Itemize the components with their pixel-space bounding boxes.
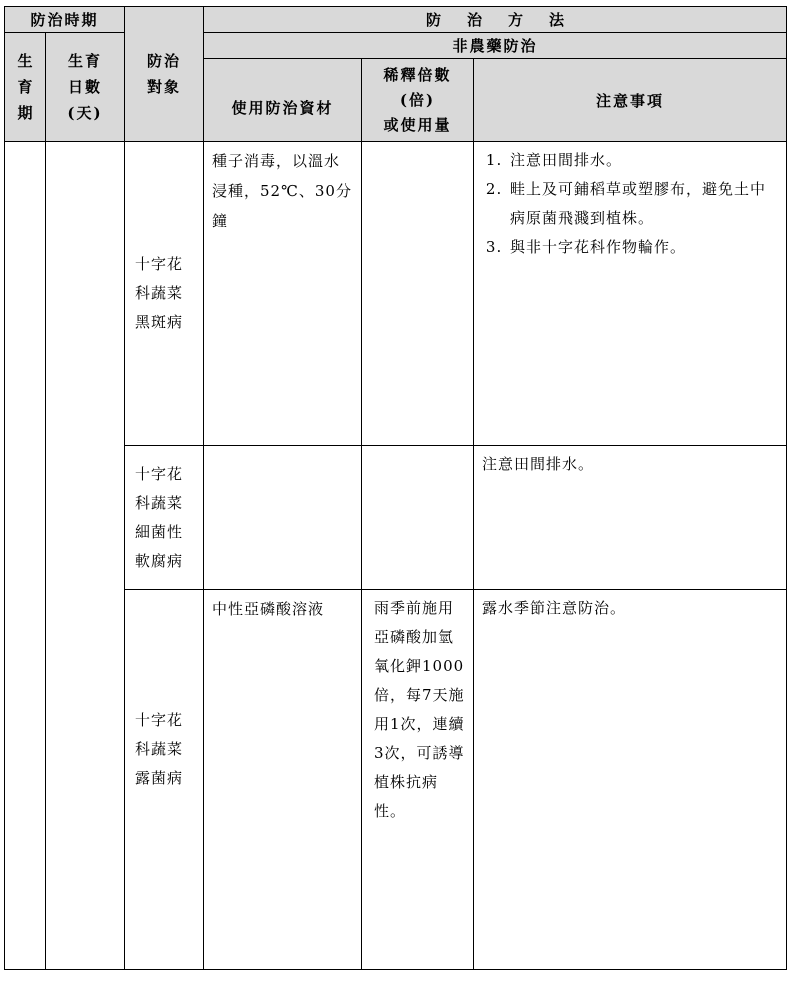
growth-stage-header [5,33,46,142]
growth-stage-cell [5,142,46,970]
dilution-text [362,142,473,146]
dilution-header-line: 稀釋倍數 [383,65,452,84]
notes-cell [474,590,787,970]
notes-cell [474,446,787,590]
target-line: 科蔬菜 [135,284,184,302]
dilution-header-line: (倍) [399,90,436,109]
dilution-cell [362,590,474,970]
target-cell [125,142,204,446]
material-header: 使用防治資材 [204,59,362,142]
notes-list [482,146,780,262]
target-line: 科蔬菜 [135,493,184,512]
material-cell [204,446,362,590]
material-text: 中性亞磷酸溶液 [212,600,325,618]
target-header-line: 防治 [147,52,182,70]
notes-list-item: 3. 與非十字花科作物輪作。 [508,233,780,262]
growth-days-cell [46,142,125,970]
target-line: 十字花 [135,464,184,483]
target-cell [125,590,204,970]
notes-header: 注意事項 [474,59,787,142]
growth-days-line: (天) [67,104,103,122]
dilution-header-line: 或使用量 [383,115,452,134]
material-text: 種子消毒，以溫水浸種，52℃、30分鐘 [212,152,352,230]
target-line: 科蔬菜 [135,740,184,758]
growth-days-header [46,33,125,142]
growth-days-line: 日數 [68,78,103,96]
dilution-header [362,59,474,142]
dilution-text [362,446,473,450]
target-header [125,7,204,142]
growth-days-line: 生育 [68,52,103,70]
notes-text: 露水季節注意防治。 [482,599,627,617]
target-line: 黑斑病 [135,313,184,331]
target-line: 十字花 [135,711,184,729]
target-line: 露菌病 [135,769,184,787]
material-cell [204,142,362,446]
pest-control-table [4,6,787,970]
notes-list-item: 2. 畦上及可鋪稻草或塑膠布，避免土中病原菌飛濺到植株。 [508,175,780,233]
material-text [204,446,361,450]
target-line: 細菌性 [135,522,184,541]
non-pesticide-header: 非農藥防治 [204,33,787,59]
method-group-header: 防治方法 [204,7,787,33]
notes-cell [474,142,787,446]
growth-stage-text: 生育期 [17,52,33,122]
period-group-header: 防治時期 [5,7,125,33]
target-header-line: 對象 [147,78,182,96]
dilution-cell [362,446,474,590]
target-cell [125,446,204,590]
target-line: 十字花 [135,255,184,273]
notes-text: 注意田間排水。 [482,455,595,473]
notes-list-item: 1. 注意田間排水。 [508,146,780,175]
target-line: 軟腐病 [135,551,184,570]
dilution-cell [362,142,474,446]
material-cell [204,590,362,970]
dilution-text: 雨季前施用亞磷酸加氫氧化鉀1000倍，每7天施用1次，連續3次，可誘導植株抗病性。 [374,599,465,820]
